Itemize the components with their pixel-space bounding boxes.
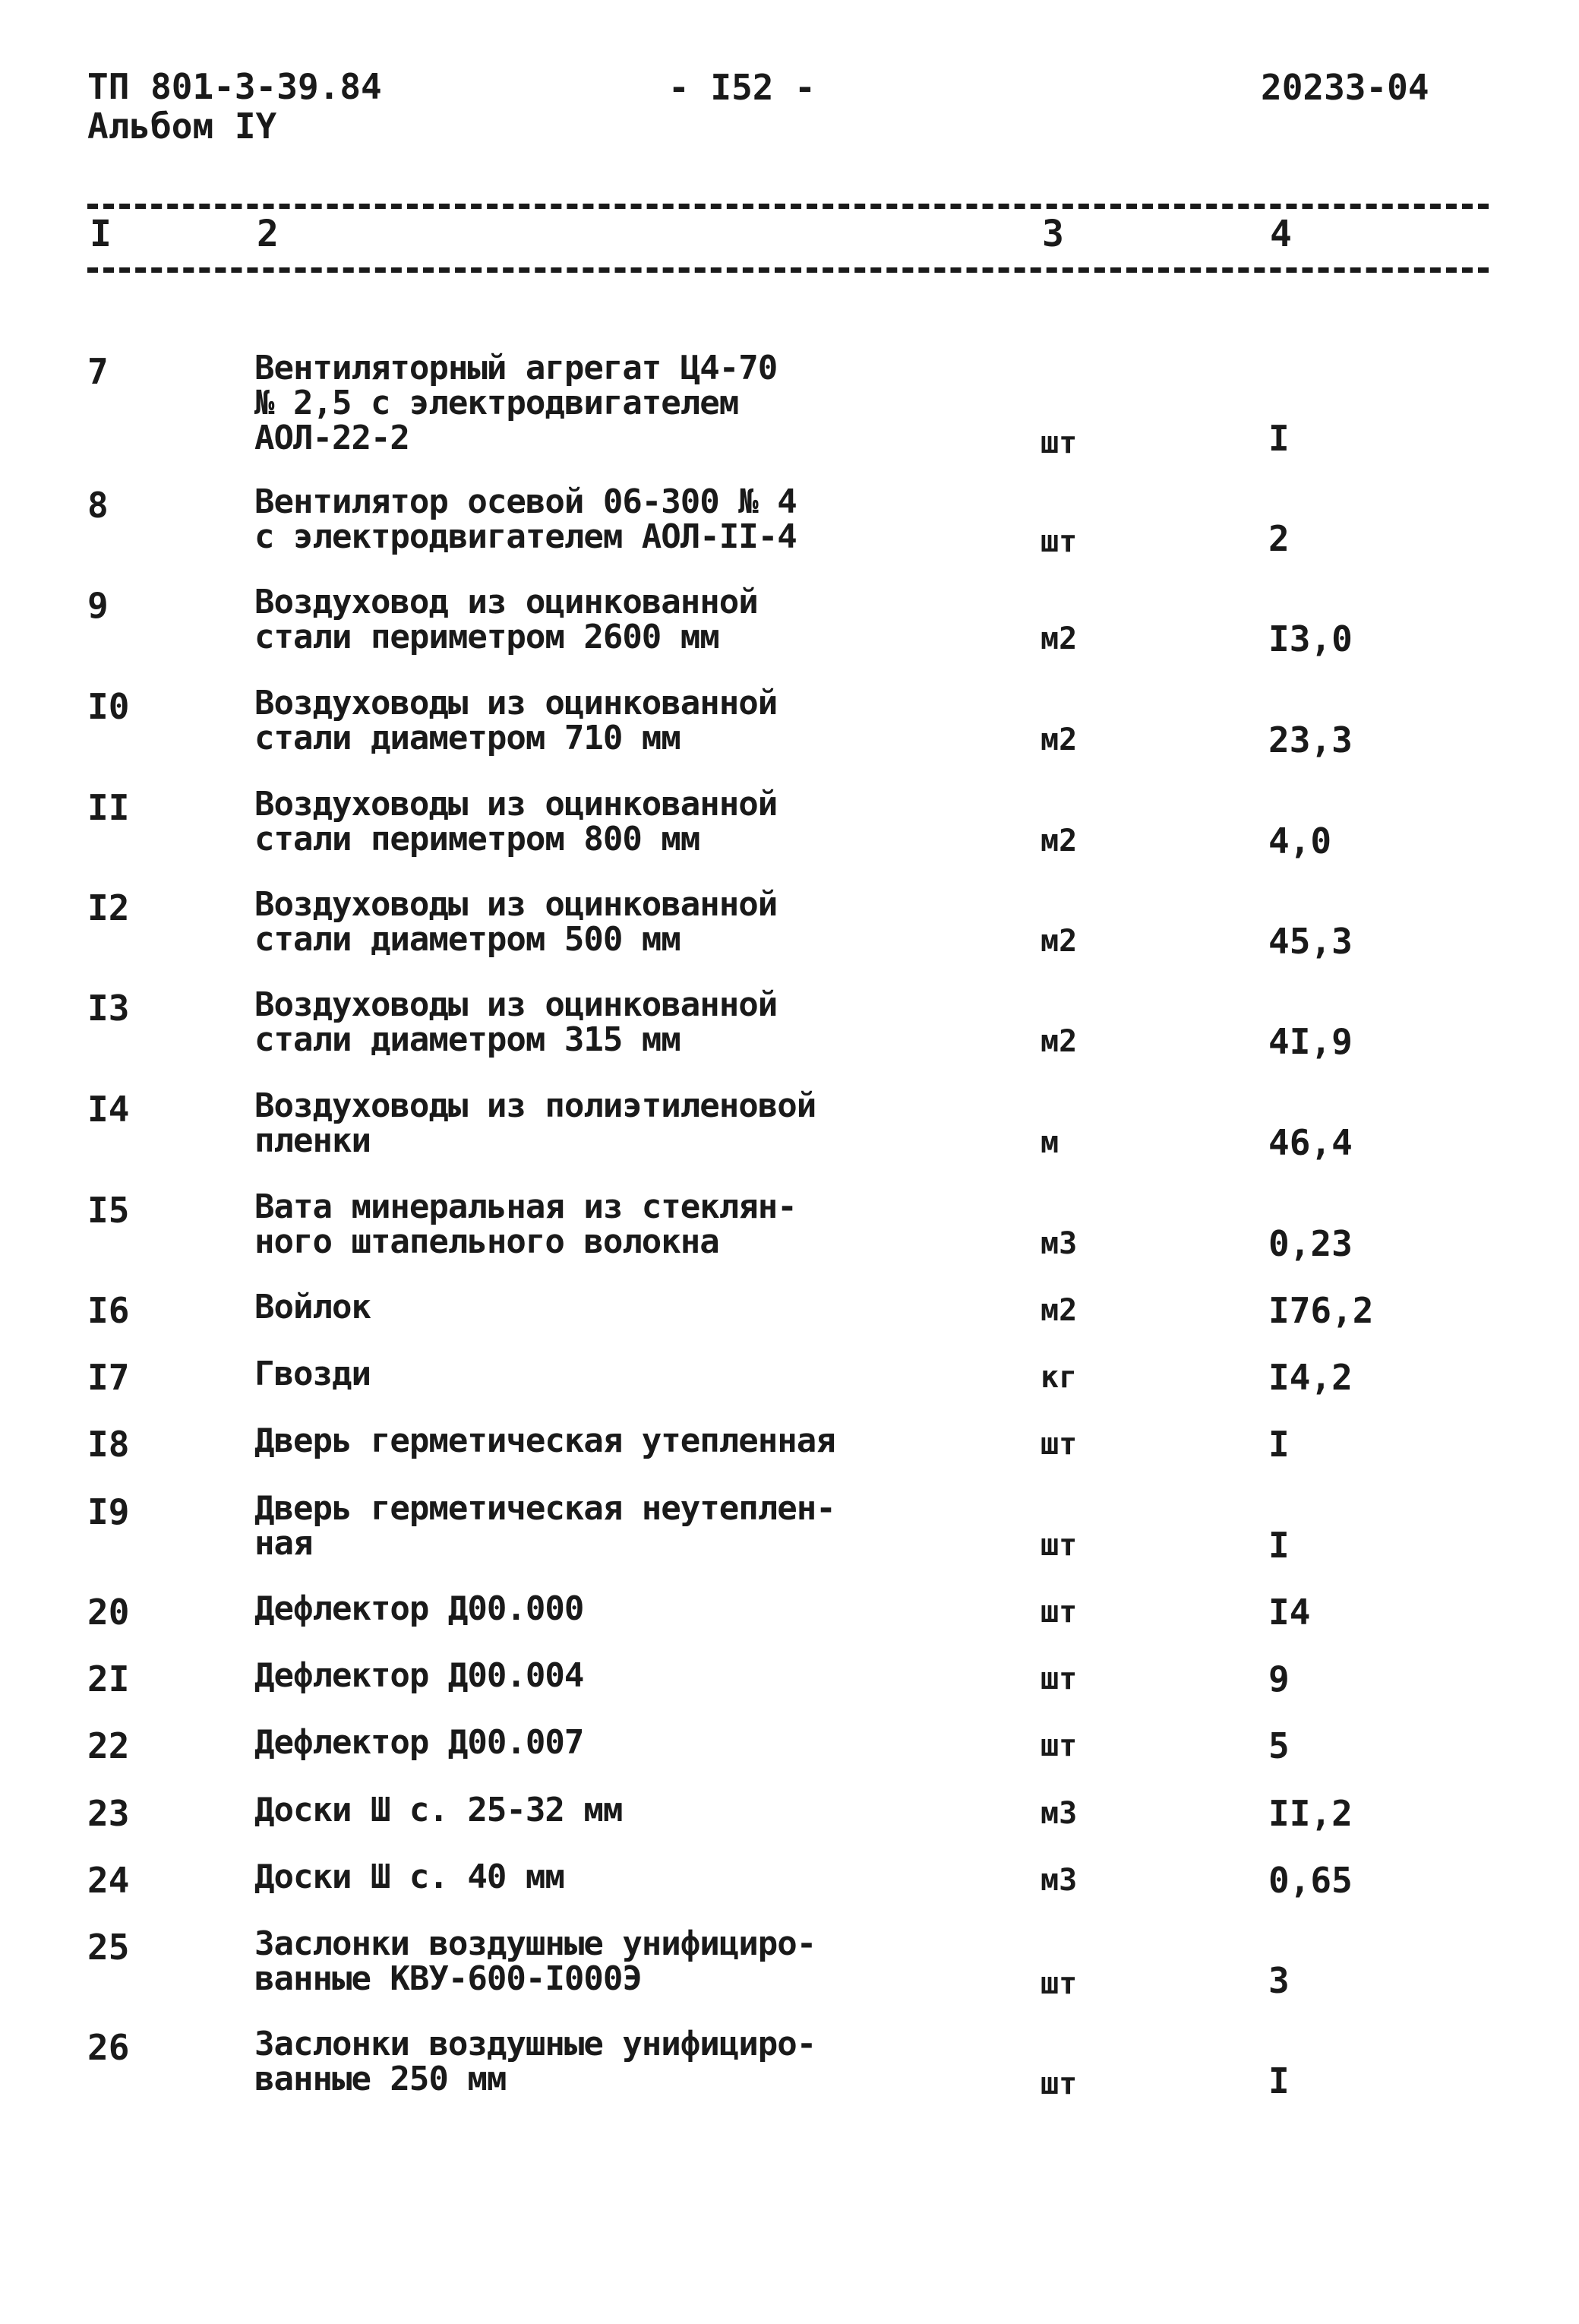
row-name: Заслонки воздушные унифициро- ванные КВУ-600-I000Э [254,1924,816,1998]
row-quantity: I76,2 [1268,1290,1374,1331]
row-unit: шт [1041,524,1078,559]
row-unit: шт [1041,1595,1078,1630]
row-number: I3 [87,988,130,1029]
row-number: 22 [87,1725,130,1766]
row-name: Вата минеральная из стеклян- ного штапельного волокна [254,1187,797,1261]
row-number: I9 [87,1491,130,1532]
row-number: 20 [87,1592,130,1633]
row-quantity: 5 [1268,1725,1290,1766]
row-name: Воздуховоды из оцинкованной стали диаметром 500 мм [254,885,778,959]
row-name: Доски Ш с. 25-32 мм [254,1791,623,1829]
row-unit: м3 [1041,1226,1078,1261]
document-code: ТП 801-3-39.84 [87,66,382,107]
row-unit: м3 [1041,1796,1078,1831]
row-quantity: I [1268,1525,1290,1566]
row-number: I2 [87,887,130,928]
row-quantity: 0,65 [1268,1860,1353,1901]
row-unit: шт [1041,425,1078,460]
row-name: Дефлектор Д00.000 [254,1589,584,1628]
row-name: Воздуховоды из оцинкованной стали периметром 800 мм [254,785,778,858]
row-name: Воздуховоды из полиэтиленовой пленки [254,1086,816,1160]
row-number: I4 [87,1089,130,1130]
row-name: Воздуховоды из оцинкованной стали диаметром 315 мм [254,985,778,1059]
row-unit: шт [1041,1528,1078,1563]
column-header-3: 3 [1042,213,1064,255]
row-number: I6 [87,1290,130,1331]
row-name: Вентилятор осевой 06-300 № 4 с электродвигателем АОЛ-II-4 [254,482,797,556]
row-quantity: 4I,9 [1268,1021,1353,1062]
row-number: I8 [87,1424,130,1465]
row-unit: м2 [1041,1024,1078,1059]
column-header-2: 2 [257,213,279,255]
row-number: I5 [87,1190,130,1231]
row-name: Гвозди [254,1355,371,1393]
row-quantity: 0,23 [1268,1223,1353,1264]
row-unit: м [1041,1125,1060,1160]
row-quantity: I [1268,418,1290,459]
row-unit: шт [1041,1427,1078,1462]
column-header-4: 4 [1270,213,1292,255]
album-label: Альбом IY [87,106,277,147]
row-quantity: 46,4 [1268,1122,1353,1163]
row-name: Вентиляторный агрегат Ц4-70 № 2,5 с электродвигателем АОЛ-22-2 [254,349,778,457]
header-bottom-rule [87,267,1489,273]
row-quantity: I [1268,2060,1290,2101]
row-name: Дефлектор Д00.004 [254,1656,584,1695]
row-number: I0 [87,686,130,727]
row-unit: шт [1041,2066,1078,2101]
row-unit: шт [1041,1662,1078,1696]
row-name: Дверь герметическая неутеплен- ная [254,1489,835,1563]
row-quantity: I [1268,1424,1290,1465]
header-top-rule [87,204,1489,209]
row-quantity: 9 [1268,1658,1290,1700]
page-number: - I52 - [668,67,816,108]
row-name: Войлок [254,1288,371,1326]
row-unit: м2 [1041,1293,1078,1328]
row-number: 2I [87,1658,130,1700]
row-quantity: 45,3 [1268,921,1353,962]
row-number: 26 [87,2027,130,2068]
row-quantity: 2 [1268,518,1290,559]
row-quantity: 3 [1268,1960,1290,2001]
row-quantity: I4,2 [1268,1357,1353,1398]
row-quantity: I4 [1268,1592,1311,1633]
row-name: Воздуховоды из оцинкованной стали диаметром 710 мм [254,684,778,757]
row-number: 25 [87,1927,130,1968]
row-number: I7 [87,1357,130,1398]
row-unit: кг [1041,1360,1078,1395]
row-quantity: 4,0 [1268,821,1332,862]
row-quantity: II,2 [1268,1793,1353,1834]
row-number: 7 [87,351,109,392]
column-header-1: I [90,213,112,255]
row-unit: м2 [1041,621,1078,656]
row-quantity: I3,0 [1268,618,1353,659]
document-code-block [87,67,382,146]
row-number: 24 [87,1860,130,1901]
row-quantity: 23,3 [1268,719,1353,760]
document-number: 20233-04 [1261,67,1429,108]
row-name: Дверь герметическая утепленная [254,1421,835,1460]
row-number: 9 [87,585,109,626]
row-name: Доски Ш с. 40 мм [254,1858,564,1896]
row-unit: м3 [1041,1863,1078,1898]
row-number: 23 [87,1793,130,1834]
row-name: Воздуховод из оцинкованной стали периметром 2600 мм [254,583,758,656]
row-name: Дефлектор Д00.007 [254,1723,584,1762]
row-unit: шт [1041,1728,1078,1763]
row-unit: м2 [1041,924,1078,959]
row-number: 8 [87,485,109,526]
row-number: II [87,787,130,828]
row-unit: м2 [1041,722,1078,757]
row-name: Заслонки воздушные унифициро- ванные 250 мм [254,2025,816,2098]
row-unit: м2 [1041,824,1078,858]
row-unit: шт [1041,1966,1078,2001]
